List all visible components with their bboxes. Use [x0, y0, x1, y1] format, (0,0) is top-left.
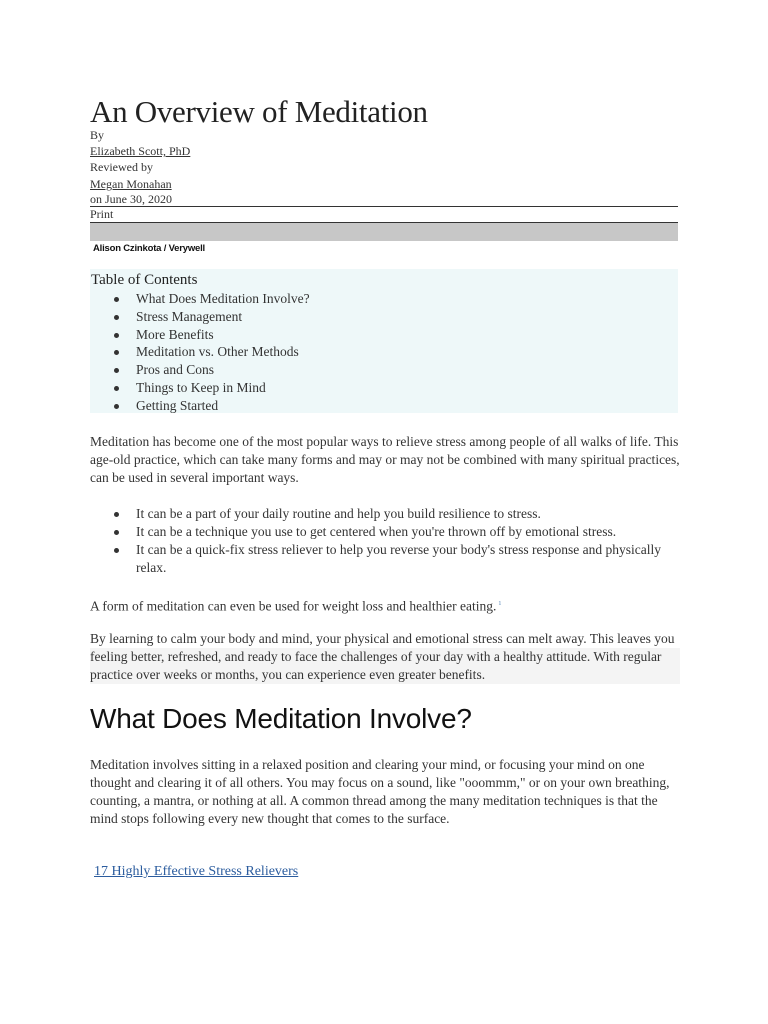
toc-item-what-does-meditation-involve[interactable]: What Does Meditation Involve?	[90, 290, 310, 308]
publish-date: on June 30, 2020	[90, 192, 172, 206]
reviewer-link[interactable]: Megan Monahan	[90, 177, 172, 191]
toc-item-things-to-keep-in-mind[interactable]: Things to Keep in Mind	[90, 379, 310, 397]
citation-link[interactable]: 1	[498, 601, 502, 607]
calm-paragraph: By learning to calm your body and mind, your physical and emotional stress can melt away. This leaves you feeling better, refreshed, and ready to face the challenges of your day with a healthy attitude. With regular practice over weeks or months, you can experience even greater benefits.	[90, 631, 675, 682]
list-item: It can be a quick-fix stress reliever to help you reverse your body's stress response and physically relax.	[90, 541, 678, 577]
section-heading: What Does Meditation Involve?	[90, 703, 472, 734]
divider	[90, 206, 678, 207]
toc-item-meditation-vs-other-methods[interactable]: Meditation vs. Other Methods	[90, 343, 310, 361]
weight-loss-paragraph	[90, 595, 680, 616]
list-item: It can be a part of your daily routine and help you build resilience to stress.	[90, 505, 678, 523]
involve-paragraph: Meditation involves sitting in a relaxed position and clearing your mind, or focusing your mind on one thought and clearing it of all others. You may focus on a sound, like "ooommm," or on your own breathing, counting, a mantra, or nothing at all. A common thread among the many meditation techniques is that the mind stops following every new thought that comes to the surface.	[90, 757, 670, 826]
toc-title: Table of Contents	[91, 272, 198, 288]
toc-item-getting-started[interactable]: Getting Started	[90, 397, 310, 415]
print-button[interactable]: Print	[90, 207, 114, 221]
reviewed-by-label: Reviewed by	[90, 160, 153, 174]
hero-image-placeholder	[90, 223, 678, 241]
article-title: An Overview of Meditation	[90, 94, 428, 129]
weight-loss-text: A form of meditation can even be used for weight loss and healthier eating.	[90, 598, 497, 614]
toc-item-pros-and-cons[interactable]: Pros and Cons	[90, 361, 310, 379]
author-link[interactable]: Elizabeth Scott, PhD	[90, 144, 191, 158]
uses-list	[90, 505, 678, 577]
list-item: It can be a technique you use to get centered when you're thrown off by emotional stress.	[90, 523, 678, 541]
image-credit: Alison Czinkota / Verywell	[93, 243, 206, 254]
toc-list	[90, 290, 310, 415]
table-of-contents	[90, 269, 678, 413]
toc-item-stress-management[interactable]: Stress Management	[90, 308, 310, 326]
related-article-link[interactable]: 17 Highly Effective Stress Relievers	[94, 864, 299, 879]
byline-label: By	[90, 128, 105, 142]
toc-item-more-benefits[interactable]: More Benefits	[90, 326, 310, 344]
intro-paragraph: Meditation has become one of the most popular ways to relieve stress among people of all walks of life. This age-old practice, which can take many forms and may or may not be combined with many spiritual practices, can be used in several important ways.	[90, 434, 680, 485]
